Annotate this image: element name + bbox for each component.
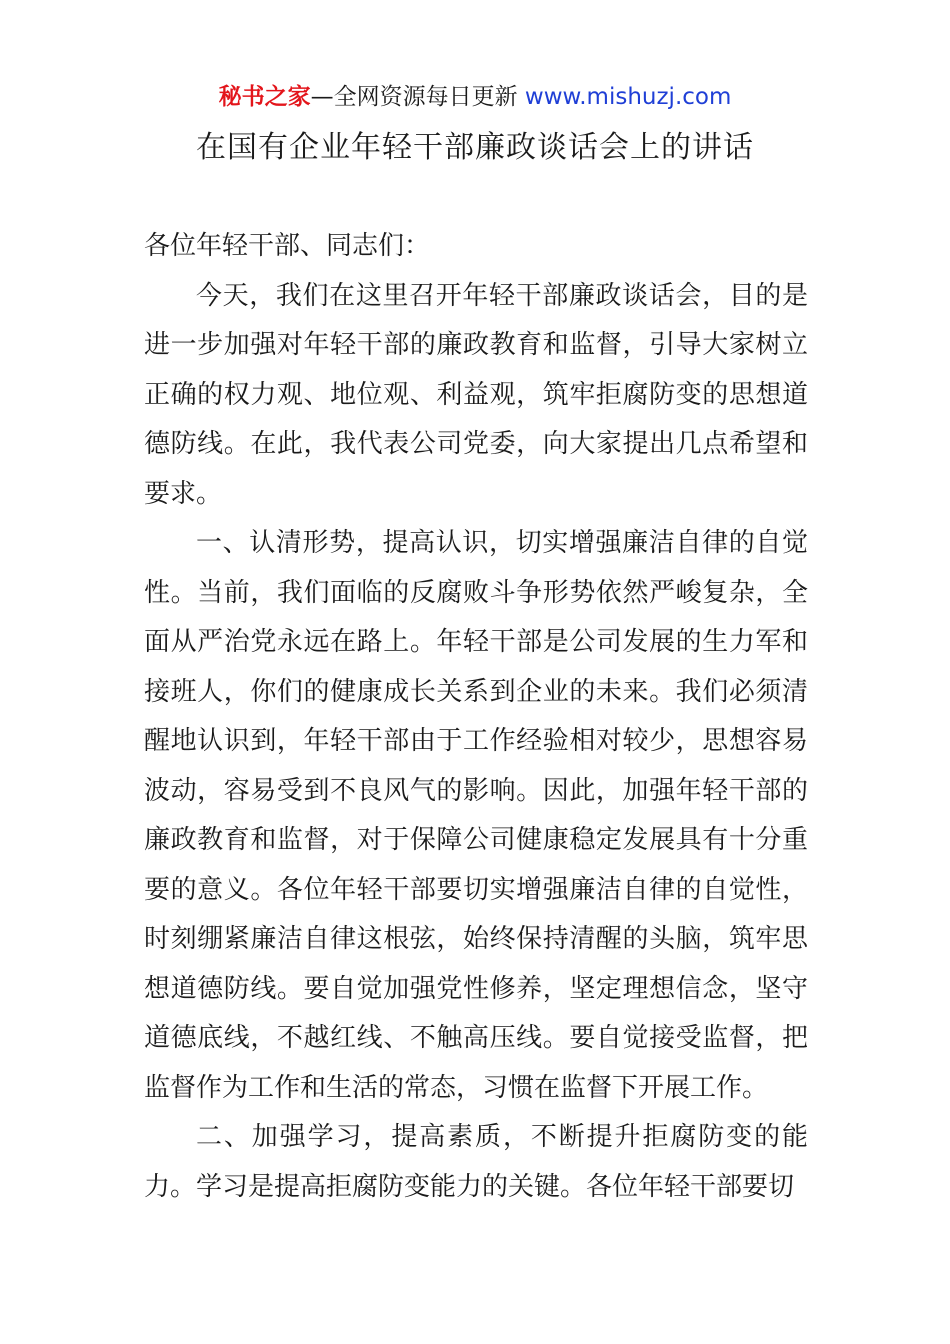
site-url-link[interactable]: www.mishuzj.com — [524, 84, 732, 110]
site-header — [0, 80, 950, 114]
document-body — [144, 222, 808, 1212]
document-title: 在国有企业年轻干部廉政谈话会上的讲话 — [196, 130, 754, 165]
site-tagline: —全网资源每日更新 — [310, 84, 518, 110]
salutation: 各位年轻干部、同志们： — [144, 231, 431, 261]
paragraph-intro: 今天，我们在这里召开年轻干部廉政谈话会，目的是进一步加强对年轻干部的廉政教育和监督，引导大家树立正确的权力观、地位观、利益观，筑牢拒腐防变的思想道德防线。在此，我代表公司党委，向大家提出几点希望和要求。 — [144, 280, 808, 509]
paragraph-section-two: 二、加强学习，提高素质，不断提升拒腐防变的能力。学习是提高拒腐防变能力的关键。各位年轻干部要切 — [144, 1122, 808, 1202]
paragraph-section-one: 一、认清形势，提高认识，切实增强廉洁自律的自觉性。当前，我们面临的反腐败斗争形势依然严峻复杂，全面从严治党永远在路上。年轻干部是公司发展的生力军和接班人，你们的健康成长关系到企业的未来。我们必须清醒地认识到，年轻干部由于工作经验相对较少，思想容易波动，容易受到不良风气的影响。因此，加强年轻干部的廉政教育和监督，对于保障公司健康稳定发展具有十分重要的意义。各位年轻干部要切实增强廉洁自律的自觉性，时刻绷紧廉洁自律这根弦，始终保持清醒的头脑，筑牢思想道德防线。要自觉加强党性修养，坚定理想信念，坚守道德底线，不越红线、不触高压线。要自觉接受监督，把监督作为工作和生活的常态，习惯在监督下开展工作。 — [144, 528, 808, 1103]
site-brand: 秘书之家 — [218, 84, 311, 110]
